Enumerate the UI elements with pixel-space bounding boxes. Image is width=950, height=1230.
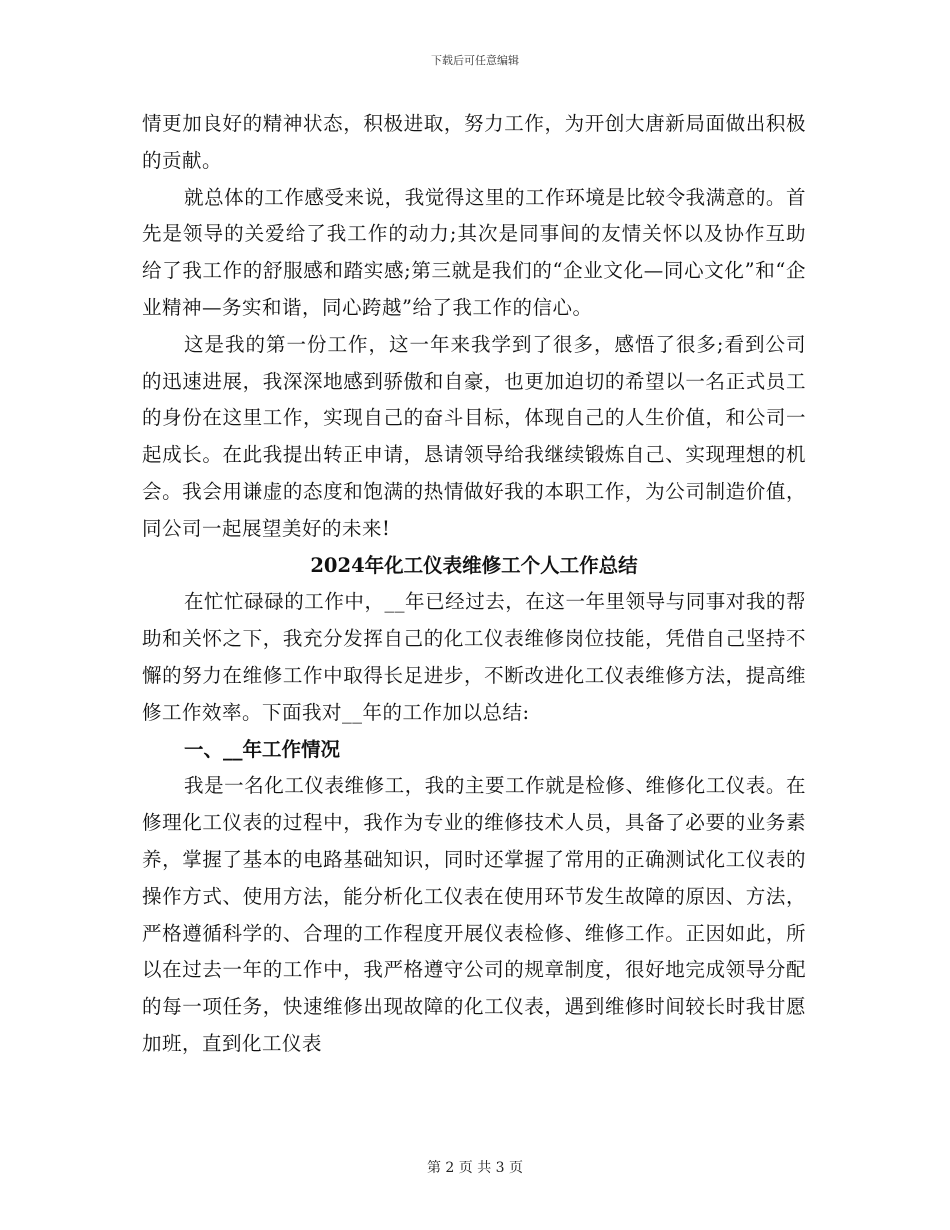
paragraph-first-job: 这是我的第一份工作，这一年来我学到了很多，感悟了很多;看到公司的迅速进展，我深深地感到骄傲和自豪，也更加迫切的希望以一名正式员工的身份在这里工作，实现自己的奋斗目标，体现自己的人生价值，和公司一起成长。在此我提出转正申请，恳请领导给我继续锻炼自己、实现理想的机会。我会用谦虚的态度和饱满的热情做好我的本职工作，为公司制造价值，同公司一起展望美好的未来! (142, 332, 806, 540)
page-header-note: 下载后可任意编辑 (431, 54, 519, 67)
document-title: 2024年化工仪表维修工个人工作总结 (310, 553, 638, 577)
section-heading: 一、__年工作情况 (184, 737, 341, 761)
paragraph-work-feeling: 就总体的工作感受来说，我觉得这里的工作环境是比较令我满意的。首先是领导的关爱给了我工作的动力;其次是同事间的友情关怀以及协作互助给了我工作的舒服感和踏实感;第三就是我们的“企业文化—同心文化”和“企业精神—务实和谐，同心跨越”给了我工作的信心。 (142, 185, 806, 319)
paragraph-continuation: 情更加良好的精神状态，积极进取，努力工作，为开创大唐新局面做出积极的贡献。 (142, 112, 806, 172)
paragraph-intro: 在忙忙碌碌的工作中，__年已经过去，在这一年里领导与同事对我的帮助和关怀之下，我充分发挥自己的化工仪表维修岗位技能，凭借自己坚持不懈的努力在维修工作中取得长足进步，不断改进化工仪表维修方法，提高维修工作效率。下面我对__年的工作加以总结: (142, 590, 806, 724)
document-body (142, 106, 806, 1063)
page-number: 第 2 页 共 3 页 (426, 1160, 524, 1176)
paragraph-section-body: 我是一名化工仪表维修工，我的主要工作就是检修、维修化工仪表。在修理化工仪表的过程中，我作为专业的维修技术人员，具备了必要的业务素养，掌握了基本的电路基础知识，同时还掌握了常用的正确测试化工仪表的操作方式、使用方法，能分析化工仪表在使用环节发生故障的原因、方法，严格遵循科学的、合理的工作程度开展仪表检修、维修工作。正因如此，所以在过去一年的工作中，我严格遵守公司的规章制度，很好地完成领导分配的每一项任务，快速维修出现故障的化工仪表，遇到维修时间较长时我甘愿加班，直到化工仪表 (142, 774, 806, 1055)
